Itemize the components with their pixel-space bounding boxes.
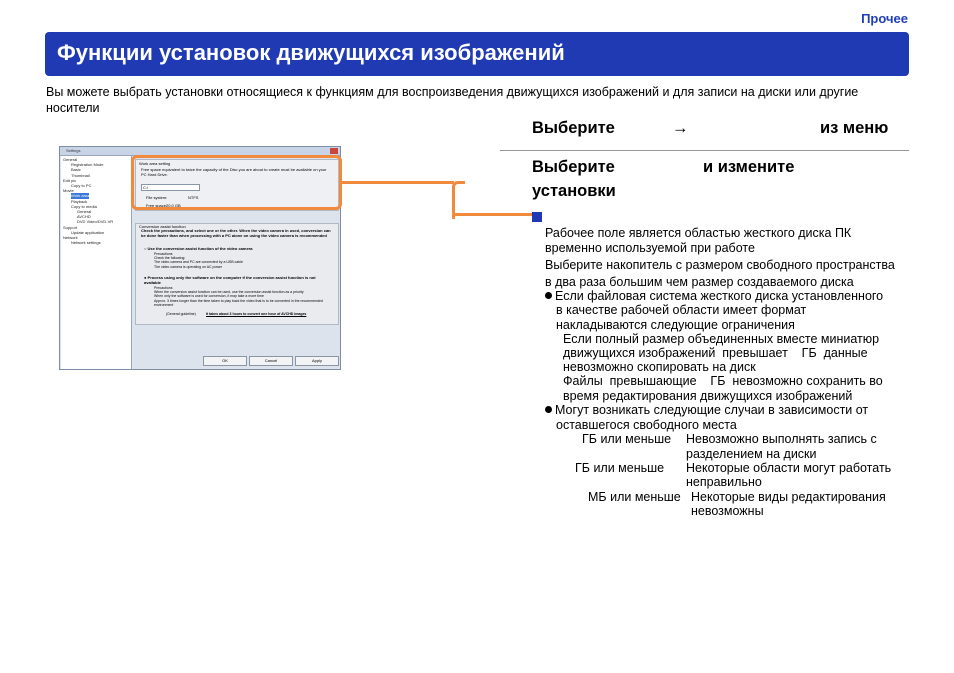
callout-line-bottom xyxy=(452,213,532,216)
drive-select: C:\ xyxy=(141,184,200,191)
cancel-button: Cancel xyxy=(249,356,293,366)
space-row-label: МБ или меньше xyxy=(588,490,681,504)
space-row-text: неправильно xyxy=(686,475,762,489)
group-text: Free space equivalent to twice the capacity of the Disc you are about to create must be available on your PC Hard Drive. xyxy=(141,167,327,177)
step-divider xyxy=(500,150,909,151)
tree-item: Basic xyxy=(71,167,81,173)
detail-line: накладываются следующие ограничения xyxy=(556,318,795,332)
detail-line: Файлы превышающие ГБ невозможно сохранить во xyxy=(563,374,883,388)
option1-notes: Precautions Check the following: The video camera and PC are connected by a USB cable The video camera is operating on AC power xyxy=(154,252,243,269)
callout-line-horizontal xyxy=(341,181,454,184)
free-space-label: Free space: xyxy=(146,203,168,208)
detail-line: Рабочее поле является областью жесткого диска ПК xyxy=(545,226,852,240)
free-space-value: 20.0 GB xyxy=(166,203,181,208)
detail-line: в два раза большим чем размер создаваемого диска xyxy=(545,275,854,289)
space-row-label: ГБ или меньше xyxy=(575,461,665,475)
tree-item: Thumbnail xyxy=(71,172,90,178)
detail-line: в качестве рабочей области имеет формат xyxy=(556,303,807,317)
page-title: Функции установок движущихся изображений xyxy=(45,32,909,76)
detail-line: Если полный размер объединенных вместе миниатюр xyxy=(563,332,880,346)
step2-change: и измените xyxy=(703,158,795,176)
file-system-label: File system: xyxy=(146,195,168,200)
tree-item: Playback xyxy=(71,198,88,204)
step2-select: Выберите xyxy=(532,158,615,176)
tree-item: Registration Mode xyxy=(71,162,104,168)
space-row-label: ГБ или меньше xyxy=(582,432,672,446)
bullet-dot-icon xyxy=(545,292,552,299)
bullet-item: Могут возникать следующие случаи в зависимости от xyxy=(545,403,868,418)
settings-tree xyxy=(61,156,132,370)
space-row-text: разделением на диски xyxy=(686,447,817,461)
apply-button: Apply xyxy=(295,356,339,366)
guideline-value: It takes about 3 hours to convert one hour of AVCHD images xyxy=(206,312,307,316)
tree-item: Update application xyxy=(71,229,105,235)
close-icon xyxy=(330,148,338,154)
tree-item: Copy to PC xyxy=(71,183,92,189)
tree-item: General xyxy=(77,209,92,215)
category-link[interactable]: Прочее xyxy=(861,11,908,26)
detail-line: время редактирования движущихся изображений xyxy=(563,389,853,403)
step1-arrow: → xyxy=(672,119,689,137)
callout-line-vert xyxy=(452,195,455,216)
tree-item: Support xyxy=(63,224,78,230)
tree-item: General xyxy=(63,157,78,162)
file-system-value: NTFS xyxy=(188,195,199,200)
guideline-label: (General guideline) xyxy=(166,312,196,316)
detail-line: движущихся изображений превышает ГБ данные xyxy=(563,346,868,360)
space-row-text: невозможны xyxy=(691,504,764,518)
tree-item: Network xyxy=(63,235,78,241)
ok-button: OK xyxy=(203,356,247,366)
tree-item: Copy to media xyxy=(71,203,97,209)
space-row-text: Некоторые виды редактирования xyxy=(691,490,886,504)
option2-radio: ● Process using only the software on the computer if the conversion assist function is not available xyxy=(144,275,316,285)
tree-item: Network settings xyxy=(71,240,101,246)
tree-item: DVD Video/DVD-VR xyxy=(77,219,114,225)
step2-settings: установки xyxy=(532,182,616,200)
step1-from-menu: из меню xyxy=(820,119,889,137)
tree-item-selected: Work area xyxy=(71,193,90,199)
space-row-text: Некоторые области могут работать xyxy=(686,461,892,475)
option2-notes: Precautions When the conversion assist function can be used, use the conversion assist function as a priority When only the software is used for conversion, it may take a more time Approx. 3 times longer than the time taken to play back the video that is to be converted in the recommended environment xyxy=(154,286,323,307)
step1-select: Выберите xyxy=(532,119,615,137)
bullet-dot-icon xyxy=(545,406,552,413)
detail-line: Выберите накопитель с размером свободного пространства xyxy=(545,258,895,272)
option1-radio: ○ Use the conversion assist function of the video camera xyxy=(144,246,253,251)
detail-line: невозможно скопировать на диск xyxy=(563,360,756,374)
bullet-item: Если файловая система жесткого диска установленного xyxy=(545,289,883,304)
section-marker xyxy=(532,212,542,222)
tree-item: AVCHD xyxy=(77,214,91,220)
group-title: Conversion assist function xyxy=(139,224,186,229)
space-row-text: Невозможно выполнять запись с xyxy=(686,432,877,446)
highlight-box xyxy=(131,155,342,210)
detail-line: оставшегося свободного места xyxy=(556,418,737,432)
group-intro: Check the precautions, and select one or the other. When the video camera in used, conversion can be done faster than when processing with a PC alone on using the video camera is recommended xyxy=(141,228,331,238)
tree-item: Movie xyxy=(63,188,74,194)
window-titlebar: Settings xyxy=(60,147,340,156)
intro-text: Вы можете выбрать установки относящиеся к функциям для воспроизведения движущихся изображений и для записи на диски или другие носители xyxy=(46,85,859,115)
tree-item: Edit pic xyxy=(63,177,77,183)
detail-line: временно используемой при работе xyxy=(545,241,755,255)
conversion-group xyxy=(135,223,339,325)
group-title: Work area setting xyxy=(139,161,171,166)
